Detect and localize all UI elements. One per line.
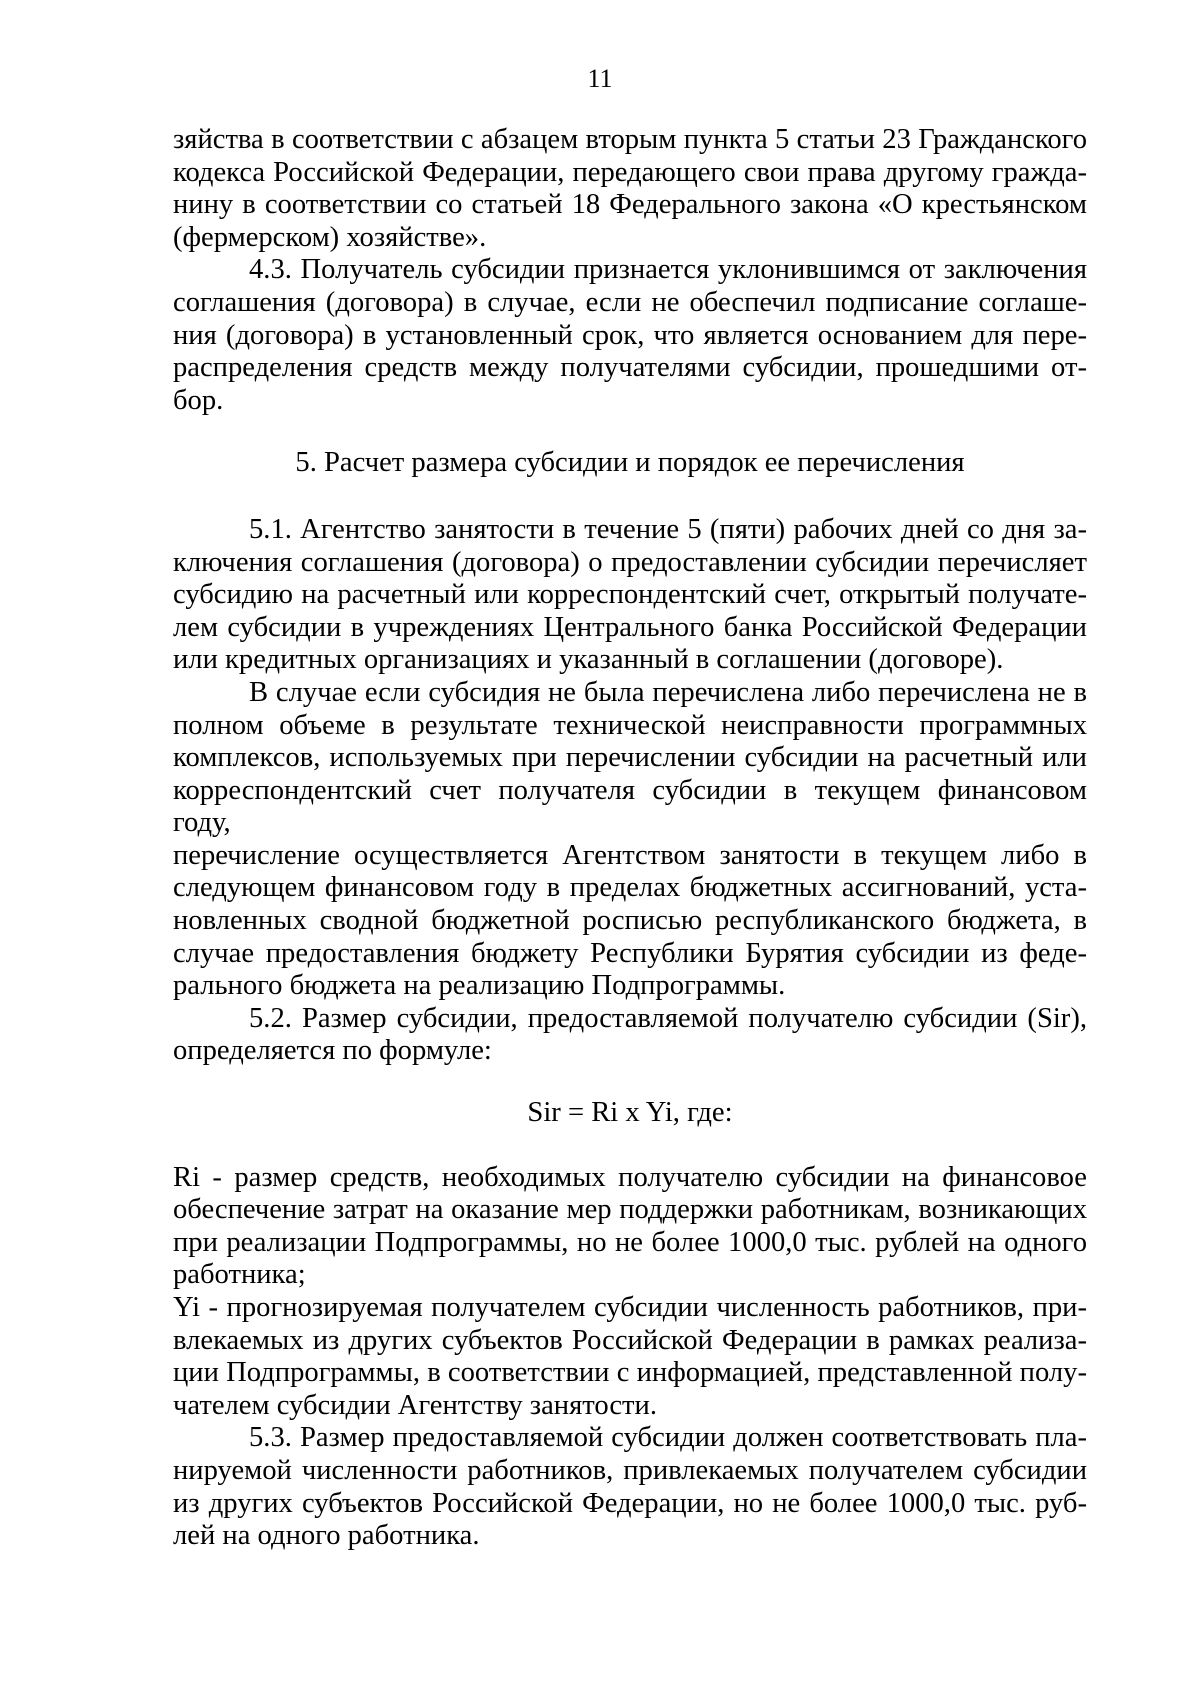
paragraph-5-2	[173, 1003, 1087, 1068]
formula: Sir = Ri x Yi, где:	[527, 1097, 733, 1129]
text-line: новленных сводной бюджетной росписью республиканского бюджета, в	[173, 905, 1087, 937]
page-number: 11	[587, 64, 613, 93]
text-line: В случае если субсидия не была перечислена либо перечислена не в	[249, 676, 1087, 708]
text-line: 5.3. Размер предоставляемой субсидии должен соответствовать пла-	[249, 1422, 1087, 1454]
text-line: определяется по формуле:	[173, 1035, 492, 1067]
text-line: кодекса Российской Федерации, передающего свои права другому гражда-	[173, 156, 1087, 188]
text-line: 5.1. Агентство занятости в течение 5 (пяти) рабочих дней со дня за-	[249, 513, 1087, 545]
text-line: Yi - прогнозируемая получателем субсидии численность работников, при-	[173, 1292, 1087, 1323]
paragraph-continuation	[173, 124, 1087, 254]
text-line: нируемой численности работников, привлекаемых получателем субсидии	[173, 1454, 1087, 1486]
text-line: рального бюджета на реализацию Подпрограммы.	[173, 970, 786, 1002]
text-line: из других субъектов Российской Федерации, но не более 1000,0 тыс. руб-	[173, 1487, 1087, 1519]
text-line: при реализации Подпрограммы, но не более 1000,0 тыс. рублей на одного	[173, 1226, 1087, 1258]
text-line: обеспечение затрат на оказание мер поддержки работникам, возникающих	[173, 1194, 1087, 1226]
definition-ri	[173, 1162, 1087, 1292]
text-line: случае предоставления бюджету Республики Бурятия субсидии из феде-	[173, 937, 1087, 969]
text-line: лей на одного работника.	[173, 1520, 480, 1552]
text-line: ключения соглашения (договора) о предоставлении субсидии перечисляет	[173, 546, 1087, 578]
text-line: бор.	[173, 384, 224, 416]
text-line: 4.3. Получатель субсидии признается уклонившимся от заключения	[249, 254, 1087, 286]
paragraph-4-3	[173, 254, 1087, 417]
document-body	[173, 124, 1087, 1553]
paragraph-transfer-failure	[173, 677, 1087, 1003]
text-line: распределения средств между получателями субсидии, прошедшими от-	[173, 352, 1087, 384]
text-line: работника;	[173, 1259, 306, 1291]
text-line: лем субсидии в учреждениях Центрального банка Российской Федерации	[173, 611, 1087, 643]
text-line: следующем финансовом году в пределах бюджетных ассигнований, уста-	[173, 872, 1087, 904]
text-line: влекаемых из других субъектов Российской Федерации в рамках реализа-	[173, 1324, 1087, 1356]
text-line: перечисление осуществляется Агентством занятости в текущем либо в	[173, 839, 1087, 871]
section-heading: 5. Расчет размера субсидии и порядок ее перечисления	[295, 447, 965, 479]
text-line: соглашения (договора) в случае, если не обеспечил подписание соглаше-	[173, 286, 1087, 318]
text-line: 5.2. Размер субсидии, предоставляемой получателю субсидии (Sir),	[249, 1002, 1087, 1034]
text-line: корреспондентский счет получателя субсидии в текущем финансовом году,	[173, 774, 1087, 839]
paragraph-5-1	[173, 514, 1087, 677]
text-line: Ri - размер средств, необходимых получателю субсидии на финансовое	[173, 1161, 1087, 1193]
definition-yi	[173, 1292, 1087, 1422]
text-line: чателем субсидии Агентству занятости.	[173, 1389, 657, 1421]
text-line: ния (договора) в установленный срок, что является основанием для пере-	[173, 319, 1087, 351]
text-line: нину в соответствии со статьей 18 Федерального закона «О крестьянском	[173, 189, 1087, 221]
text-line: (фермерском) хозяйстве».	[173, 221, 487, 253]
paragraph-5-3	[173, 1422, 1087, 1552]
text-line: полном объеме в результате технической неисправности программных	[173, 709, 1087, 741]
text-line: ции Подпрограммы, в соответствии с информацией, представленной полу-	[173, 1357, 1087, 1389]
text-line: субсидию на расчетный или корреспондентский счет, открытый получате-	[173, 579, 1087, 611]
text-line: или кредитных организациях и указанный в соглашении (договоре).	[173, 644, 1004, 676]
text-line: зяйства в соответствии с абзацем вторым пункта 5 статьи 23 Гражданского	[173, 124, 1087, 155]
text-line: комплексов, используемых при перечислении субсидии на расчетный или	[173, 742, 1087, 774]
